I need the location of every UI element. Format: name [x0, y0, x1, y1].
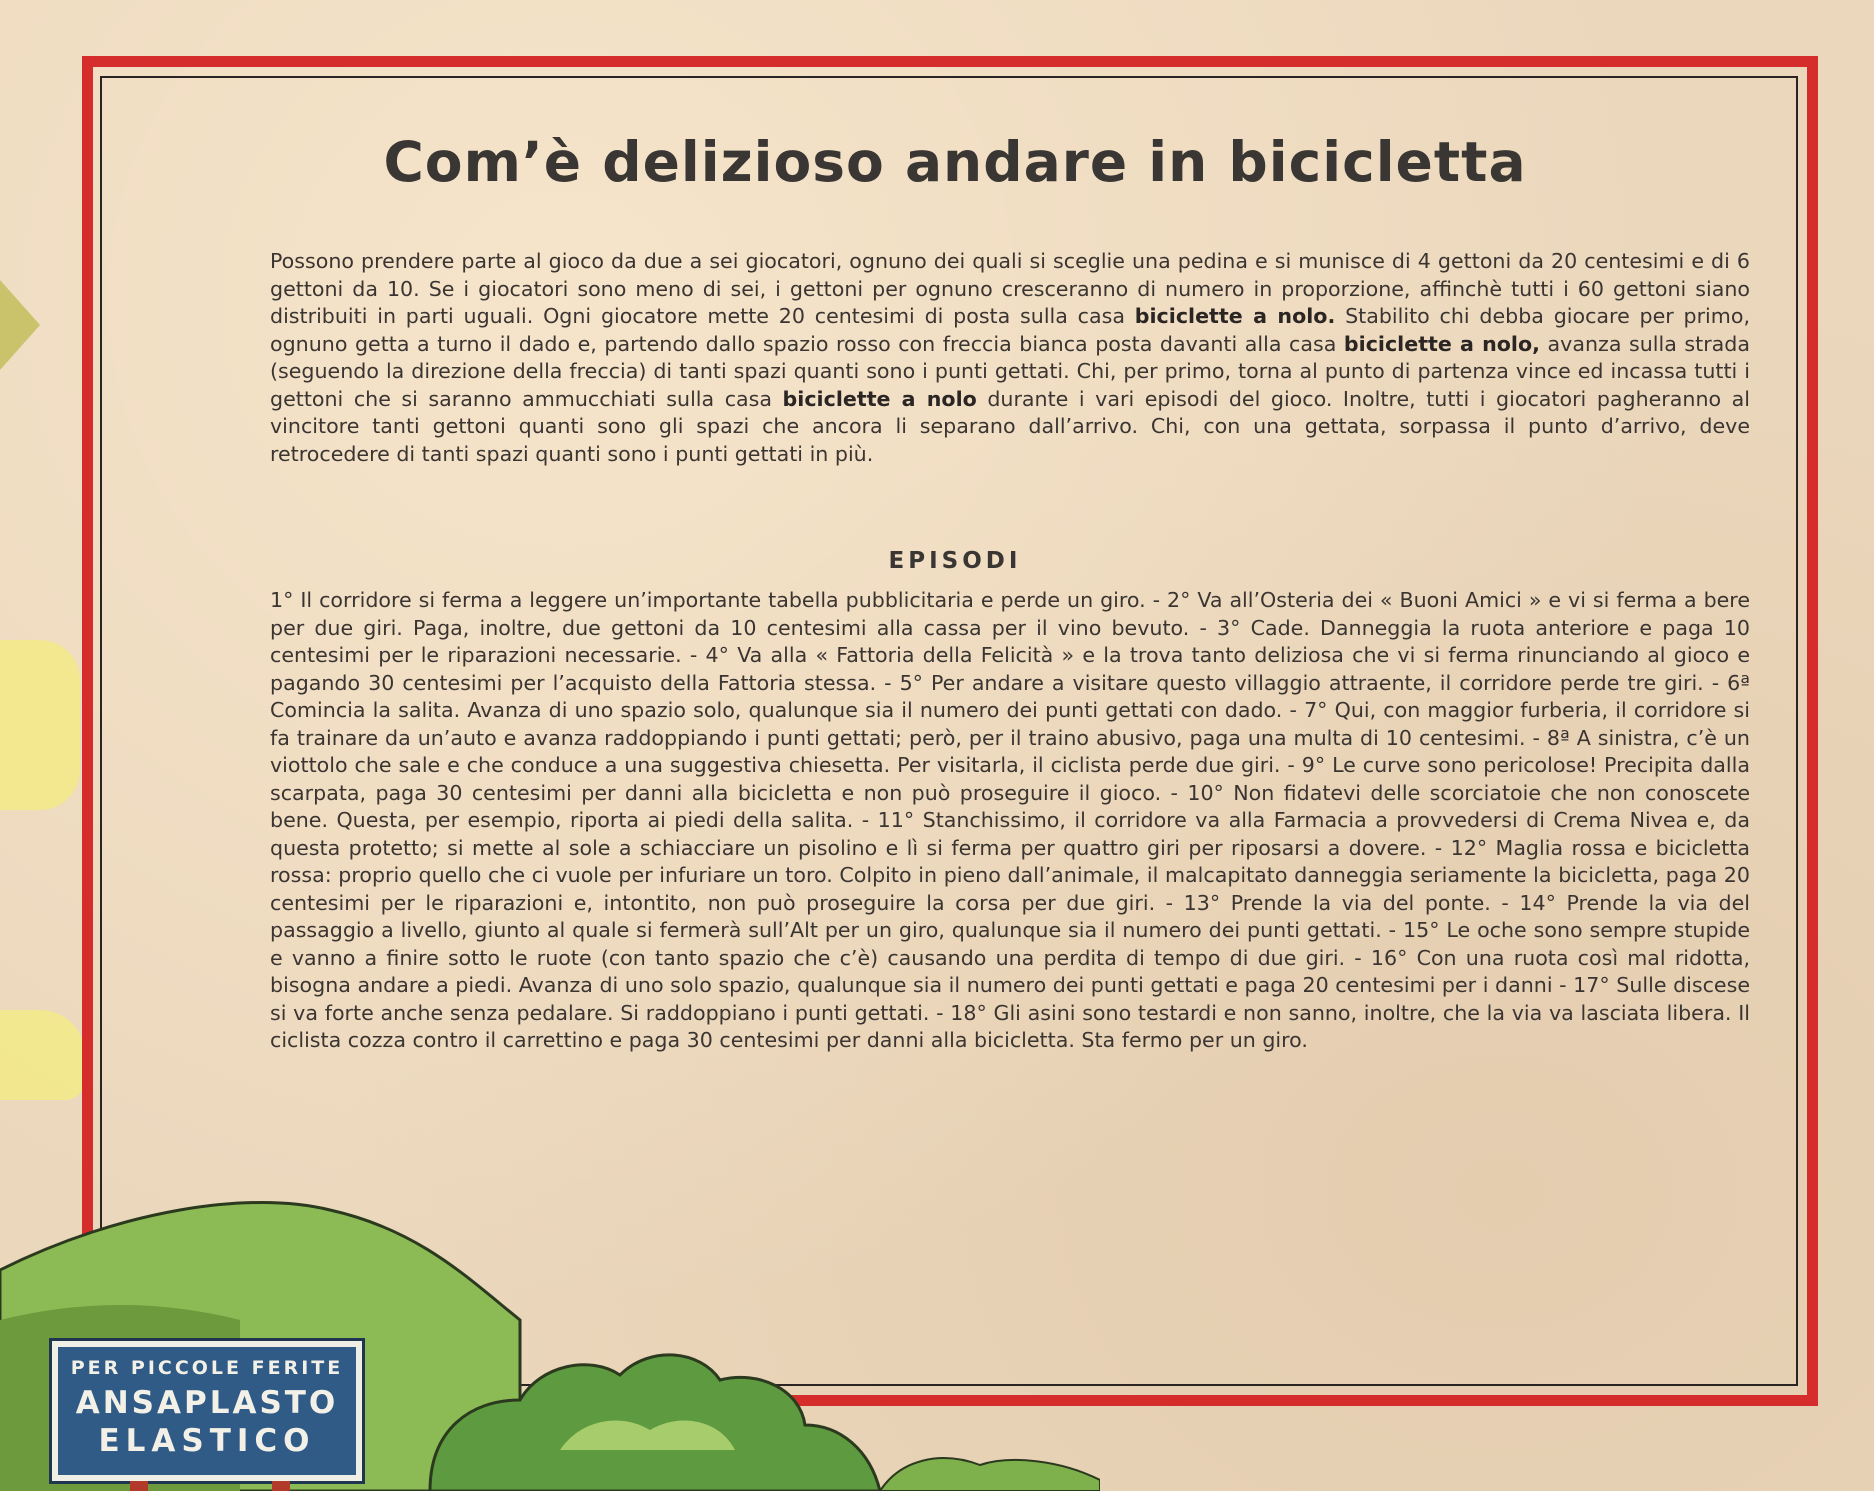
sign-line1: PER PICCOLE FERITE: [70, 1357, 344, 1379]
sign-post: [130, 1481, 148, 1491]
intro-text: avanza sulla strada (seguendo la direzione della freccia) di tanti spazi quanti sono i punti gettati. Chi, per primo, torna al punto di partenza vince ed incassa tutti i gettoni che si saranno ammucchiati sulla casa: [270, 331, 1750, 411]
intro-text: durante i vari episodi del gioco. Inoltre, tutti i giocatori pagheranno al vincitore tanti gettoni quanti sono gli spazi che ancora li separano dall’arrivo. Chi, con una gettata, sorpassa il punto d’arrivo, deve retrocedere di tanti spazi quanti sono i punti gettati in più.: [270, 386, 1750, 466]
episodes-heading: EPISODI: [888, 548, 1022, 574]
advert-sign: [52, 1341, 362, 1481]
rules-panel: [130, 100, 1780, 1230]
intro-text: Stabilito chi debba giocare per primo, ognuno getta a turno il dado e, partendo dallo spazio rosso con freccia bianca posta davanti alla casa: [270, 304, 1750, 356]
intro-paragraph: [270, 248, 1750, 468]
intro-bold: biciclette a nolo: [782, 386, 977, 411]
tree-cluster-far: [880, 1458, 1100, 1491]
yellow-field-decoration: [0, 1010, 85, 1100]
intro-text: Possono prendere parte al gioco da due a sei giocatori, ognuno dei quali si sceglie una pedina e si munisce di 4 gettoni da 20 centesimi e di 6 gettoni da 10. Se i giocatori sono meno di sei, i gettoni per ognuno cresceranno di numero in proporzione, affinchè tutti i 60 gettoni siano distribuiti in parti uguali. Ogni giocatore mette 20 centesimi di posta sulla casa: [270, 249, 1750, 328]
intro-bold: biciclette a nolo.: [1134, 304, 1336, 328]
page-title: Com’è delizioso andare in bicicletta: [383, 130, 1527, 194]
sign-line2: ANSAPLASTO: [75, 1385, 339, 1421]
sign-line3: ELASTICO: [98, 1423, 316, 1459]
yellow-field-decoration: [0, 640, 80, 810]
arrow-decoration-icon: [0, 280, 40, 370]
episodes-paragraph: 1° Il corridore si ferma a leggere un’importante tabella pubblicitaria e perde un giro. - 2° Va all’Osteria dei « Buoni Amici » e vi si ferma a bere per due giri. Paga, inoltre, due gettoni da 10 centesimi alla cassa per il vino bevuto. - 3° Cade. Danneggia la ruota anteriore e paga 10 centesimi per le riparazioni necessarie. - 4° Va alla « Fattoria della Felicità » e la trova tanto deliziosa che vi si ferma rinunciando al gioco e pagando 30 centesimi per l’acquisto della Fattoria stessa. - 5° Per andare a visitare questo villaggio attraente, il corridore perde tre giri. - 6ª Comincia la salita. Avanza di uno spazio solo, qualunque sia il numero dei punti gettati con dado. - 7° Qui, con maggior furberia, il corridore si fa trainare da un’auto e avanza raddoppiando i punti gettati; però, per il traino abusivo, paga una multa di 10 centesimi. - 8ª A sinistra, c’è un viottolo che sale e che conduce a una suggestiva chiesetta. Per visitarla, il ciclista perde due giri. - 9° Le curve sono pericolose! Precipita dalla scarpata, paga 30 centesimi per danni alla bicicletta e non può proseguire il gioco. - 10° Non fidatevi delle scorciatoie che non conoscete bene. Questa, per esempio, riporta ai piedi della salita. - 11° Stanchissimo, il corridore va alla Farmacia a provvedersi di Crema Nivea e, da questa protetto; si mette al sole a schiacciare un pisolino e lì si ferma per quattro giri per riposarsi a dovere. - 12° Maglia rossa e bicicletta rossa: proprio quello che ci vuole per infuriare un toro. Colpito in pieno dall’animale, il malcapitato danneggia seriamente la bicicletta, paga 20 centesimi per le riparazioni e, intontito, non può proseguire la corsa per due giri. - 13° Prende la via del ponte. - 14° Prende la via del passaggio a livello, giunto al quale si fermerà sull’Alt per un giro, qualunque sia il numero dei punti gettati. - 15° Le oche sono sempre stupide e vanno a finire sotto le ruote (con tanto spazio che c’è) causando una perdita di tempo di due giri. - 16° Con una ruota così mal ridotta, bisogna andare a piedi. Avanza di uno solo spazio, qualunque sia il numero dei punti gettati e paga 20 centesimi per i danni - 17° Sulle discese si va forte anche senza pedalare. Si raddoppiano i punti gettati. - 18° Gli asini sono testardi e non sanno, inoltre, che la via va lasciata libera. Il ciclista cozza contro il carrettino e paga 30 centesimi per danni alla bicicletta. Sta fermo per un giro.: [270, 588, 1750, 1052]
sign-post: [272, 1481, 290, 1491]
intro-bold: biciclette a nolo,: [1343, 331, 1540, 356]
